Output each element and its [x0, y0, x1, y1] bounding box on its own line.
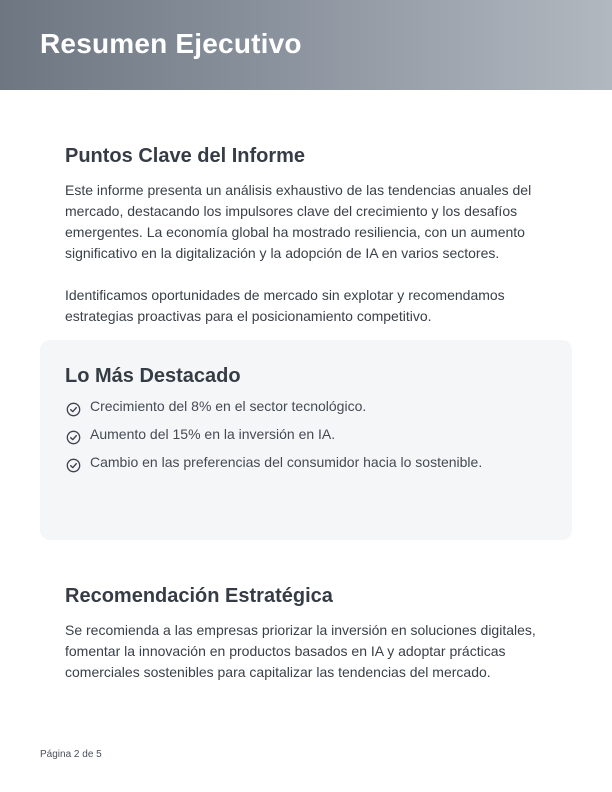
key-points-paragraph-2: Identificamos oportunidades de mercado sin explotar y recomendamos estrategias proactivas para el posicionamiento competitivo.: [65, 287, 505, 324]
highlight-item-text: Crecimiento del 8% en el sector tecnológico.: [90, 398, 367, 414]
key-points-paragraph-1: Este informe presenta un análisis exhaustivo de las tendencias anuales del mercado, destacando los impulsores clave del crecimiento y los desafíos emergentes. La economía global ha mostrado resiliencia, con un aumento significativo en la digitalización y la adopción de IA en varios sectores.: [65, 182, 532, 261]
highlight-item-text: Cambio en las preferencias del consumidor hacia lo sostenible.: [90, 454, 483, 470]
highlights-heading: Lo Más Destacado: [65, 365, 241, 387]
check-circle-icon: [66, 458, 81, 473]
check-circle-icon: [66, 402, 81, 417]
recommendation-paragraph: Se recomienda a las empresas priorizar la inversión en soluciones digitales, fomentar la innovación en productos basados en IA y adoptar prácticas comerciales sostenibles para capitalizar las tendencias del mercado.: [65, 622, 536, 680]
highlight-item-text: Aumento del 15% en la inversión en IA.: [90, 426, 336, 442]
page-number: Página 2 de 5: [40, 749, 102, 760]
key-points-heading: Puntos Clave del Informe: [65, 145, 306, 167]
page-header: [0, 0, 612, 90]
recommendation-heading: Recomendación Estratégica: [65, 585, 333, 607]
page-title: Resumen Ejecutivo: [40, 28, 302, 59]
check-circle-icon: [66, 430, 81, 445]
